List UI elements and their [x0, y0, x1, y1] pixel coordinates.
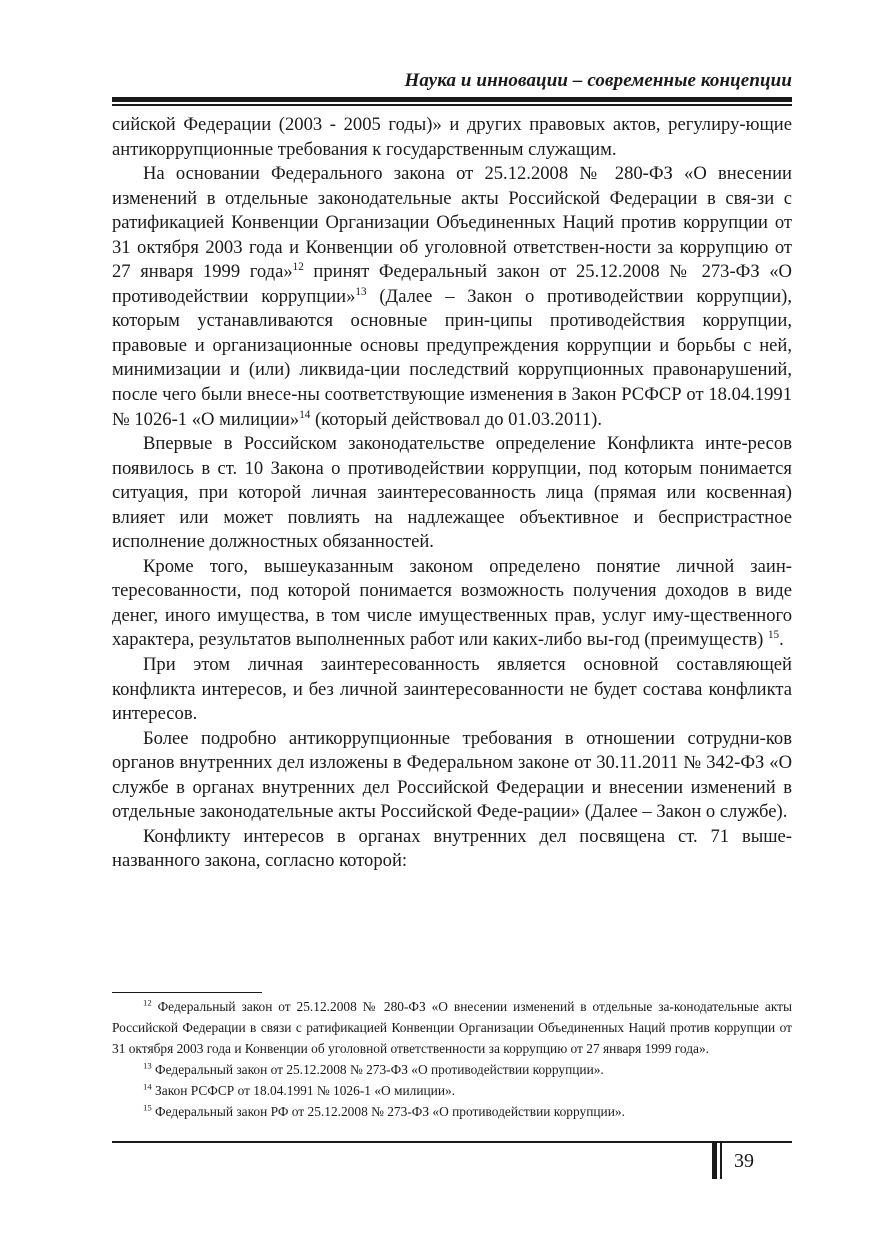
footnote-text: Закон РСФСР от 18.04.1991 № 1026-1 «О милиции». [151, 1083, 456, 1098]
page-number: 39 [734, 1150, 754, 1172]
paragraph-text: (который действовал до 01.03.2011). [310, 408, 602, 430]
footnotes [112, 996, 792, 1122]
footnote [112, 996, 792, 1059]
footnote [112, 1080, 792, 1101]
footnote-number: 15 [143, 1102, 152, 1113]
footnote [112, 1101, 792, 1122]
footnote-separator [112, 992, 262, 993]
header-rule-thin [112, 104, 792, 106]
footnote-ref: 15 [767, 629, 780, 642]
footnote-text: Федеральный закон от 25.12.2008 № 273-ФЗ «О противодействии коррупции». [151, 1062, 604, 1077]
footnote-ref: 13 [355, 285, 367, 298]
paragraph-text: принят Федеральный закон от 25.12.2008 № 273-ФЗ «О противодействии коррупции» [112, 261, 792, 307]
footnote [112, 1059, 792, 1080]
header-rule-thick [112, 97, 792, 102]
paragraph-text: Кроме того, вышеуказанным законом определено понятие личной заин-тересованности, под которой понимается возможность получения доходов в виде денег, иного имущества, в том числе имущественных прав, услуг иму-щественного характера, результатов выполненных работ или каких-либо вы-год (преимуществ) [112, 555, 792, 651]
paragraph-continued: сийской Федерации (2003 - 2005 годы)» и других правовых актов, регулиру-ющие антикоррупционные требования к государственным служащим. [112, 114, 792, 160]
footnote-number: 13 [143, 1060, 152, 1071]
footnote-number: 14 [143, 1081, 152, 1092]
paragraph: Конфликту интересов в органах внутренних дел посвящена ст. 71 выше-названного закона, согласно которой: [112, 825, 792, 872]
running-title: Наука и инновации – современные концепции [404, 70, 792, 91]
paragraph [112, 555, 792, 653]
footnote-text: Федеральный закон от 25.12.2008 № 280-ФЗ «О внесении изменений в отдельные за-конодательные акты Российской Федерации в связи с ратификацией Конвенции Организации Объединенных Наций против коррупции от 31 октября 2003 года и Конвенции об уголовной ответственности за коррупцию от 27 января 1999 года». [112, 999, 792, 1056]
footnote-ref: 12 [292, 261, 304, 274]
paragraph: Впервые в Российском законодательстве определение Конфликта инте-ресов появилось в ст. 10 Закона о противодействии коррупции, под которым понимается ситуация, при которой личная заинтересованность лица (прямая или косвенная) влияет или может повлиять на надлежащее объективное и беспристрастное исполнение должностных обязанностей. [112, 433, 792, 553]
paragraph [112, 162, 792, 432]
footnote-text: Федеральный закон РФ от 25.12.2008 № 273-ФЗ «О противодействии коррупции». [151, 1104, 625, 1119]
footnote-ref: 14 [299, 408, 311, 421]
page-number-bar-thick [712, 1141, 717, 1179]
footer-rule [112, 1141, 792, 1143]
paragraph: Более подробно антикоррупционные требования в отношении сотрудни-ков органов внутренних дел изложены в Федеральном законе от 30.11.2011 № 342-ФЗ «О службе в органах внутренних дел Российской Федерации и внесении изменений в отдельные законодательные акты Российской Феде-рации» (Далее – Закон о службе). [112, 727, 792, 823]
main-text [112, 113, 792, 874]
footnote-number: 12 [143, 997, 152, 1008]
page-number-bar-thin [720, 1141, 722, 1179]
paragraph: При этом личная заинтересованность является основной составляющей конфликта интересов, и без личной заинтересованности не будет состава конфликта интересов. [112, 654, 792, 725]
paragraph-text: . [779, 629, 784, 651]
paragraph-text: (Далее – Закон о противодействии коррупции), которым устанавливаются основные прин-ципы противодействия коррупции, правовые и организационные основы предупреждения коррупции и борьбы с ней, минимизации и (или) ликвида-ции последствий коррупционных правонарушений, после чего были внесе-ны соответствующие изменения в Закон РСФСР от 18.04.1991 № 1026-1 «О милиции» [112, 285, 792, 430]
paragraph-text: На основании Федерального закона от 25.12.2008 № 280-ФЗ «О внесении изменений в отдельные законодательные акты Российской Федерации в свя-зи с ратификацией Конвенции Организации Объединенных Наций против коррупции от 31 октября 2003 года и Конвенции об уголовной ответствен-ности за коррупцию от 27 января 1999 года» [112, 163, 792, 283]
